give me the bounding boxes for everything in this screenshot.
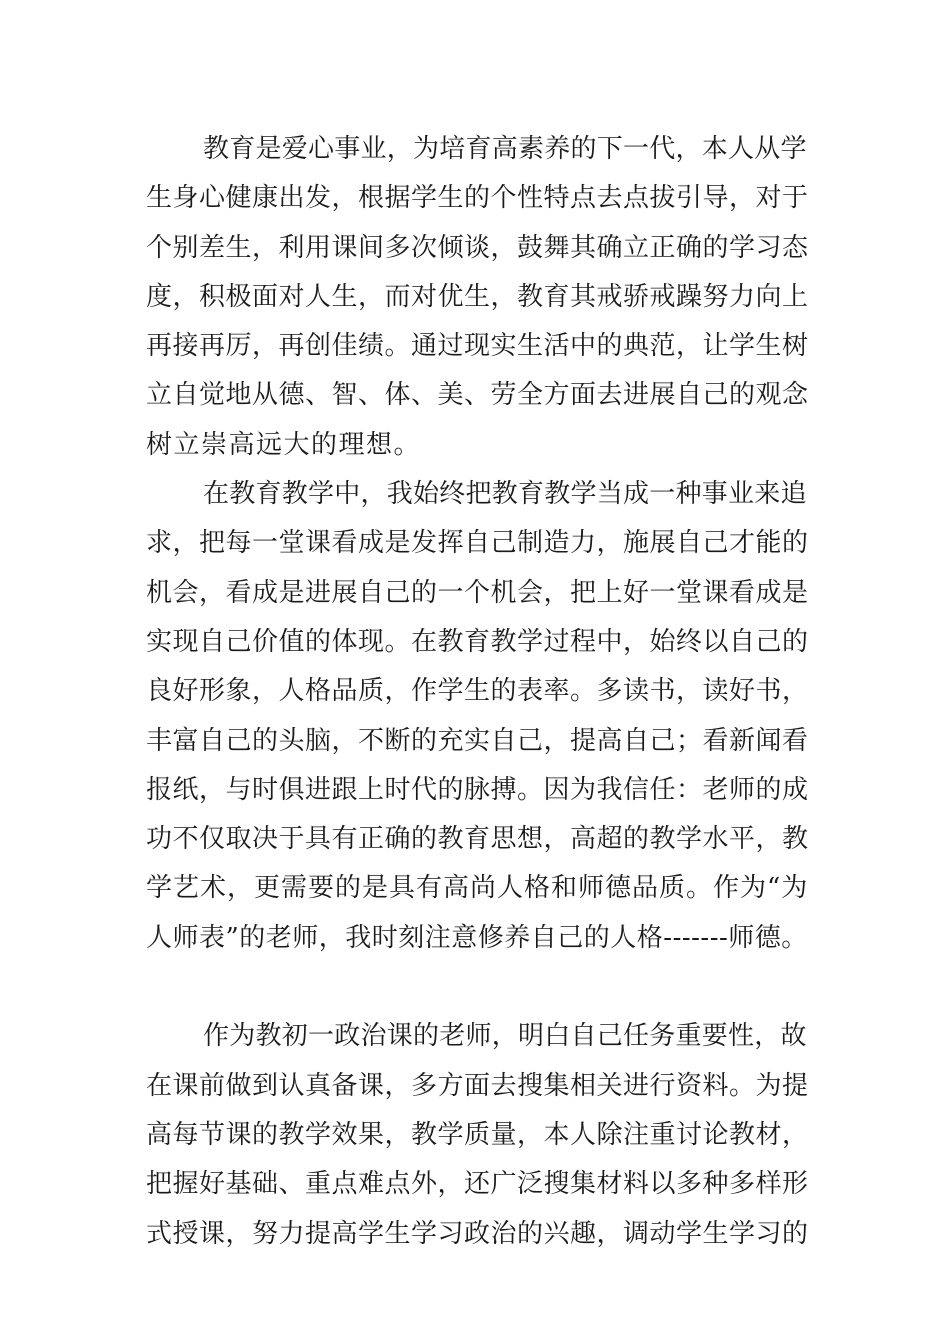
paragraph-line: 良好形象，人格品质，作学生的表率。多读书，读好书， [146, 676, 809, 707]
paragraph-line: 高每节课的教学效果，教学质量，本人除注重讨论教材， [146, 1119, 809, 1150]
paragraph-2 [146, 470, 811, 1012]
paragraph-line: 度，积极面对人生，而对优生，教育其戒骄戒躁努力向上 [146, 281, 809, 312]
paragraph-line: 实现自己价值的体现。在教育教学过程中，始终以自己的 [146, 626, 809, 657]
paragraph-line: 在教育教学中，我始终把教育教学当成一种事业来追 [203, 479, 807, 510]
paragraph-line: 个别差生，利用课间多次倾谈，鼓舞其确立正确的学习态 [146, 232, 809, 263]
paragraph-line: 把握好基础、重点难点外，还广泛搜集材料以多种多样形 [146, 1169, 809, 1200]
paragraph-1 [146, 125, 811, 470]
paragraph-line: 学艺术，更需要的是具有高尚人格和师德品质。作为“为 [146, 873, 809, 904]
paragraph-line: 作为教初一政治课的老师，明白自己任务重要性，故 [203, 1021, 807, 1052]
paragraph-line: 求，把每一堂课看成是发挥自己制造力，施展自己才能的 [146, 528, 809, 559]
paragraph-line: 式授课，努力提高学生学习政治的兴趣，调动学生学习的 [146, 1218, 809, 1249]
paragraph-line: 人师表”的老师，我时刻注意修养自己的人格-------师德。 [146, 922, 808, 953]
paragraph-line [146, 963, 811, 1012]
document-body [146, 125, 811, 1259]
paragraph-line: 报纸，与时俱进跟上时代的脉搏。因为我信任：老师的成 [146, 774, 809, 805]
paragraph-3 [146, 1012, 811, 1258]
paragraph-line: 机会，看成是进展自己的一个机会，把上好一堂课看成是 [146, 577, 809, 608]
paragraph-line: 立自觉地从德、智、体、美、劳全方面去进展自己的观念 [146, 380, 809, 411]
paragraph-line: 生身心健康出发，根据学生的个性特点去点拔引导，对于 [146, 183, 809, 214]
paragraph-line: 功不仅取决于具有正确的教育思想，高超的教学水平，教 [146, 824, 809, 855]
paragraph-line: 再接再厉，再创佳绩。通过现实生活中的典范，让学生树 [146, 331, 809, 362]
paragraph-line: 教育是爱心事业，为培育高素养的下一代，本人从学 [203, 134, 807, 164]
paragraph-line: 在课前做到认真备课，多方面去搜集相关进行资料。为提 [146, 1070, 809, 1101]
paragraph-line: 树立崇高远大的理想。 [146, 429, 422, 460]
paragraph-line: 丰富自己的头脑，不断的充实自己，提高自己；看新闻看 [146, 725, 809, 756]
